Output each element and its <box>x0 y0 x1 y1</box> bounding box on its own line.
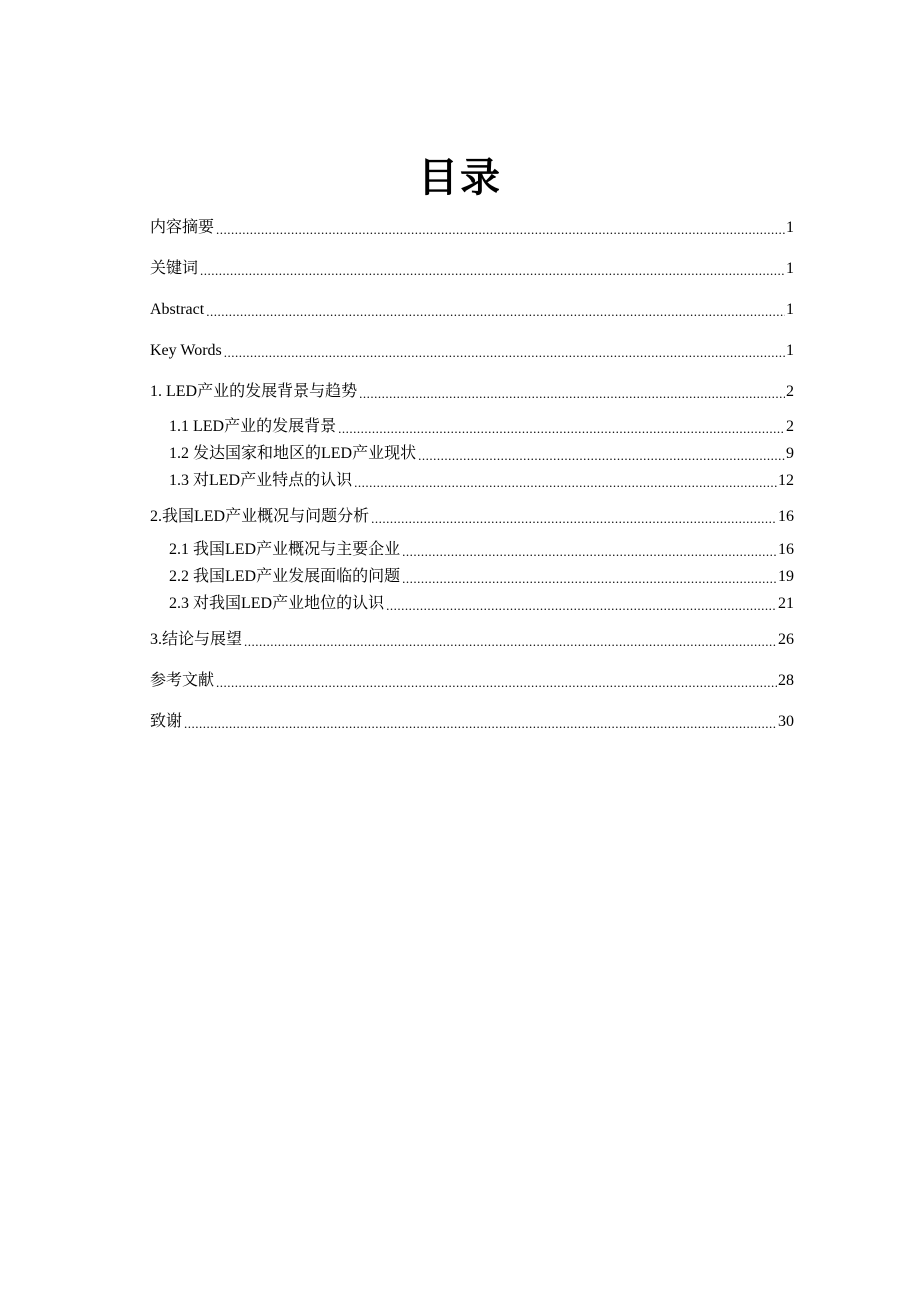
toc-page-number: 1 <box>786 260 794 277</box>
toc-entry-label: 内容摘要 <box>150 219 215 236</box>
toc-entry[interactable] <box>150 257 794 279</box>
toc-entry-label: 致谢 <box>150 713 183 730</box>
toc-entry-label: Key Words <box>150 342 222 359</box>
toc-entry[interactable] <box>169 592 794 614</box>
toc-dot-leader <box>359 386 785 402</box>
toc-entry-label: 3.结论与展望 <box>150 631 243 648</box>
toc-entry[interactable] <box>150 710 794 732</box>
toc-entry[interactable] <box>169 538 794 560</box>
toc-entry-label: 1. LED产业的发展背景与趋势 <box>150 383 358 400</box>
toc-entry[interactable] <box>150 339 794 361</box>
toc-entry[interactable] <box>150 669 794 691</box>
toc-dot-leader <box>216 675 777 691</box>
toc-page-number: 2 <box>786 383 794 400</box>
toc-entry[interactable] <box>150 216 794 238</box>
toc-page-number: 12 <box>778 472 794 489</box>
toc-entry-label: Abstract <box>150 301 205 318</box>
toc-page-number: 1 <box>786 219 794 236</box>
toc-page-number: 28 <box>778 672 794 689</box>
toc-dot-leader <box>402 544 777 560</box>
toc-entry[interactable] <box>150 380 794 402</box>
toc-entry[interactable] <box>150 628 794 650</box>
toc-page-number: 9 <box>786 445 794 462</box>
toc-dot-leader <box>386 598 777 614</box>
toc-dot-leader <box>244 634 777 650</box>
toc-entry[interactable] <box>169 565 794 587</box>
toc-entry-label: 参考文献 <box>150 672 215 689</box>
toc-list <box>150 0 794 1300</box>
toc-entry[interactable] <box>150 505 794 527</box>
toc-entry-label: 1.3 对LED产业特点的认识 <box>169 472 353 489</box>
toc-title: 目录 <box>418 155 502 201</box>
toc-page-number: 2 <box>786 418 794 435</box>
toc-entry-label: 2.3 对我国LED产业地位的认识 <box>169 595 385 612</box>
toc-dot-leader <box>354 475 777 491</box>
toc-page-number: 16 <box>778 541 794 558</box>
toc-entry[interactable] <box>169 442 794 464</box>
toc-dot-leader <box>206 304 785 320</box>
toc-page-number: 30 <box>778 713 794 730</box>
toc-dot-leader <box>402 571 777 587</box>
toc-page-number: 1 <box>786 342 794 359</box>
toc-entry-label: 关键词 <box>150 260 199 277</box>
toc-entry-label: 2.我国LED产业概况与问题分析 <box>150 508 370 525</box>
toc-page-number: 21 <box>778 595 794 612</box>
toc-dot-leader <box>418 448 785 464</box>
toc-dot-leader <box>200 263 785 279</box>
toc-entry[interactable] <box>169 415 794 437</box>
toc-dot-leader <box>371 511 777 527</box>
toc-entry-label: 1.1 LED产业的发展背景 <box>169 418 337 435</box>
toc-page-number: 26 <box>778 631 794 648</box>
toc-entry[interactable] <box>150 298 794 320</box>
toc-dot-leader <box>338 421 785 437</box>
toc-entry-label: 1.2 发达国家和地区的LED产业现状 <box>169 445 417 462</box>
toc-dot-leader <box>216 222 785 238</box>
toc-entry-label: 2.2 我国LED产业发展面临的问题 <box>169 568 401 585</box>
toc-dot-leader <box>224 345 785 361</box>
toc-entry[interactable] <box>169 469 794 491</box>
toc-page-number: 1 <box>786 301 794 318</box>
toc-dot-leader <box>184 716 777 732</box>
toc-page-number: 19 <box>778 568 794 585</box>
toc-entry-label: 2.1 我国LED产业概况与主要企业 <box>169 541 401 558</box>
toc-page-number: 16 <box>778 508 794 525</box>
